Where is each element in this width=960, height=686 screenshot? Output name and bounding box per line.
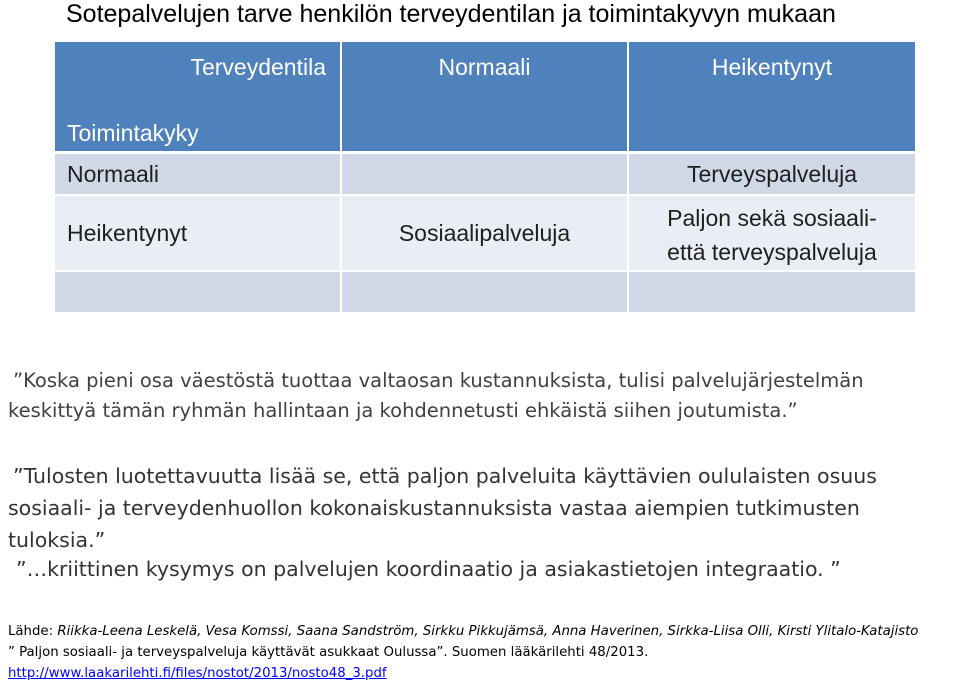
quote-1-line-1: ”Koska pieni osa väestöstä tuottaa valtaosan kustannuksista, tulisi palvelujärjestelmän xyxy=(13,369,864,392)
row-impaired-label-text: Heikentynyt xyxy=(67,219,188,246)
source-line-1 xyxy=(8,624,953,639)
quote-paragraph-1 xyxy=(8,366,953,426)
header-impaired-cell xyxy=(629,42,915,154)
services-matrix xyxy=(55,42,915,314)
empty-row-cell-3 xyxy=(629,272,915,314)
quote-paragraph-3 xyxy=(8,553,960,585)
source-link[interactable]: http://www.laakarilehti.fi/files/nostot/2013/nosto48_3.pdf xyxy=(8,666,387,681)
row-normal-col1 xyxy=(342,154,629,196)
header-health-label: Terveydentila xyxy=(190,54,326,80)
row-normal-col2-text: Terveyspalveluja xyxy=(686,160,858,187)
quote-2-line-2: sosiaali- ja terveydenhuollon kokonaiskustannuksista vastaa aiempien tutkimusten tuloksia.” xyxy=(8,496,860,552)
quote-2-line-1: ”Tulosten luotettavuutta lisää se, että paljon palveluita käyttävien oululaisten osuus xyxy=(13,464,877,488)
row-normal-label-text: Normaali xyxy=(67,160,160,187)
row-impaired-col2-text xyxy=(667,201,877,269)
source-prefix: Lähde: xyxy=(8,624,58,639)
page-title: Sotepalvelujen tarve henkilön terveydentilan ja toimintakyvyn mukaan xyxy=(66,0,836,28)
quote-3-line-1: ”…kriittinen kysymys on palvelujen koordinaatio ja asiakastietojen integraatio. ” xyxy=(16,557,841,581)
row-impaired-col2-line1: Paljon sekä sosiaali- xyxy=(667,205,877,231)
row-impaired-col1-text: Sosiaalipalveluja xyxy=(398,219,571,246)
header-corner-cell xyxy=(55,42,342,154)
quote-paragraph-2 xyxy=(8,460,953,556)
row-impaired-col1 xyxy=(342,196,629,272)
empty-row-cell-2 xyxy=(342,272,629,314)
row-normal-col2 xyxy=(629,154,915,196)
source-line-3 xyxy=(8,666,953,681)
header-normal-label: Normaali xyxy=(438,54,531,80)
header-normal-cell xyxy=(342,42,629,154)
empty-row-cell-1 xyxy=(55,272,342,314)
header-impaired-label: Heikentynyt xyxy=(711,54,833,80)
row-normal-label xyxy=(55,154,342,196)
source-line-2: ” Paljon sosiaali- ja terveyspalveluja käyttävät asukkaat Oulussa”. Suomen lääkärilehti 48/2013. xyxy=(8,645,649,660)
source-authors: Riikka-Leena Leskelä, Vesa Komssi, Saana Sandström, Sirkku Pikkujämsä, Anna Haverinen, Sirkka-Liisa Olli, Kirsti Ylitalo-Katajisto xyxy=(57,624,919,639)
row-impaired-col2 xyxy=(629,196,915,272)
quote-1-line-2: keskittyä tämän ryhmän hallintaan ja kohdennetusti ehkäistä siihen joutumista.” xyxy=(8,399,798,422)
row-impaired-col2-line2: että terveyspalveluja xyxy=(667,239,877,265)
row-impaired-label xyxy=(55,196,342,272)
header-function-label: Toimintakyky xyxy=(67,120,199,146)
